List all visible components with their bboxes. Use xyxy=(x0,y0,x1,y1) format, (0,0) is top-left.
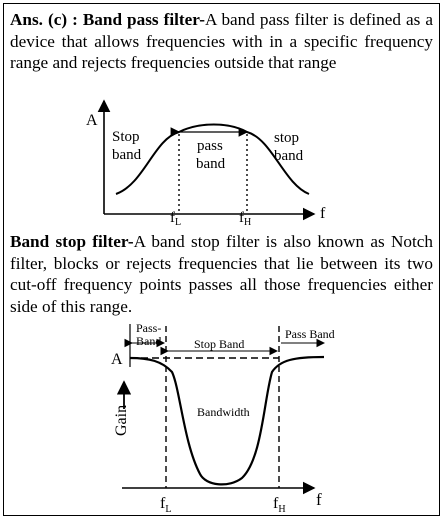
bs-passband-left-label-2: Band xyxy=(136,334,162,348)
bp-right-label-1: stop xyxy=(274,130,300,146)
bp-y-label: A xyxy=(86,112,98,129)
band-pass-definition: A band pass filter is defined as a device that allows frequencies with in a specific frequency range and rejects frequencies outside that range xyxy=(10,10,433,73)
bs-x-label: f xyxy=(316,490,322,509)
band-stop-heading: Band stop filter- xyxy=(10,232,134,251)
answer-frame xyxy=(3,3,440,516)
band-stop-definition: A band stop filter is also known as Notch filter, blocks or rejects frequencies that lie between its two cut-off frequency points passes all those frequencies either side of this range. xyxy=(10,232,433,316)
bs-bandwidth-label: Bandwidth xyxy=(197,405,250,419)
bp-x-label: f xyxy=(320,205,326,222)
bs-gain-label: Gain xyxy=(113,404,130,436)
band-pass-heading: Ans. (c) : Band pass filter- xyxy=(10,10,205,29)
bs-stopband-label: Stop Band xyxy=(194,337,245,351)
bp-fh-label: $f_H$ xyxy=(239,210,252,228)
bp-mid-label-1: pass xyxy=(197,138,223,154)
bs-fh-label: $f_H$ xyxy=(273,495,286,515)
bp-mid-label-2: band xyxy=(196,156,226,172)
bp-left-label-2: band xyxy=(112,147,142,163)
bp-right-label-2: band xyxy=(274,148,304,164)
bs-passband-left-label-1: Pass- xyxy=(136,321,162,335)
bs-fl-label: $f_L$ xyxy=(160,495,172,515)
bs-passband-right-label: Pass Band xyxy=(285,327,335,341)
band-stop-diagram xyxy=(4,4,441,517)
bs-y-value-label: A xyxy=(111,351,123,368)
bs-response-curve xyxy=(130,357,324,484)
bp-fl-label: $f_L$ xyxy=(170,210,182,228)
bp-left-label-1: Stop xyxy=(112,129,140,145)
